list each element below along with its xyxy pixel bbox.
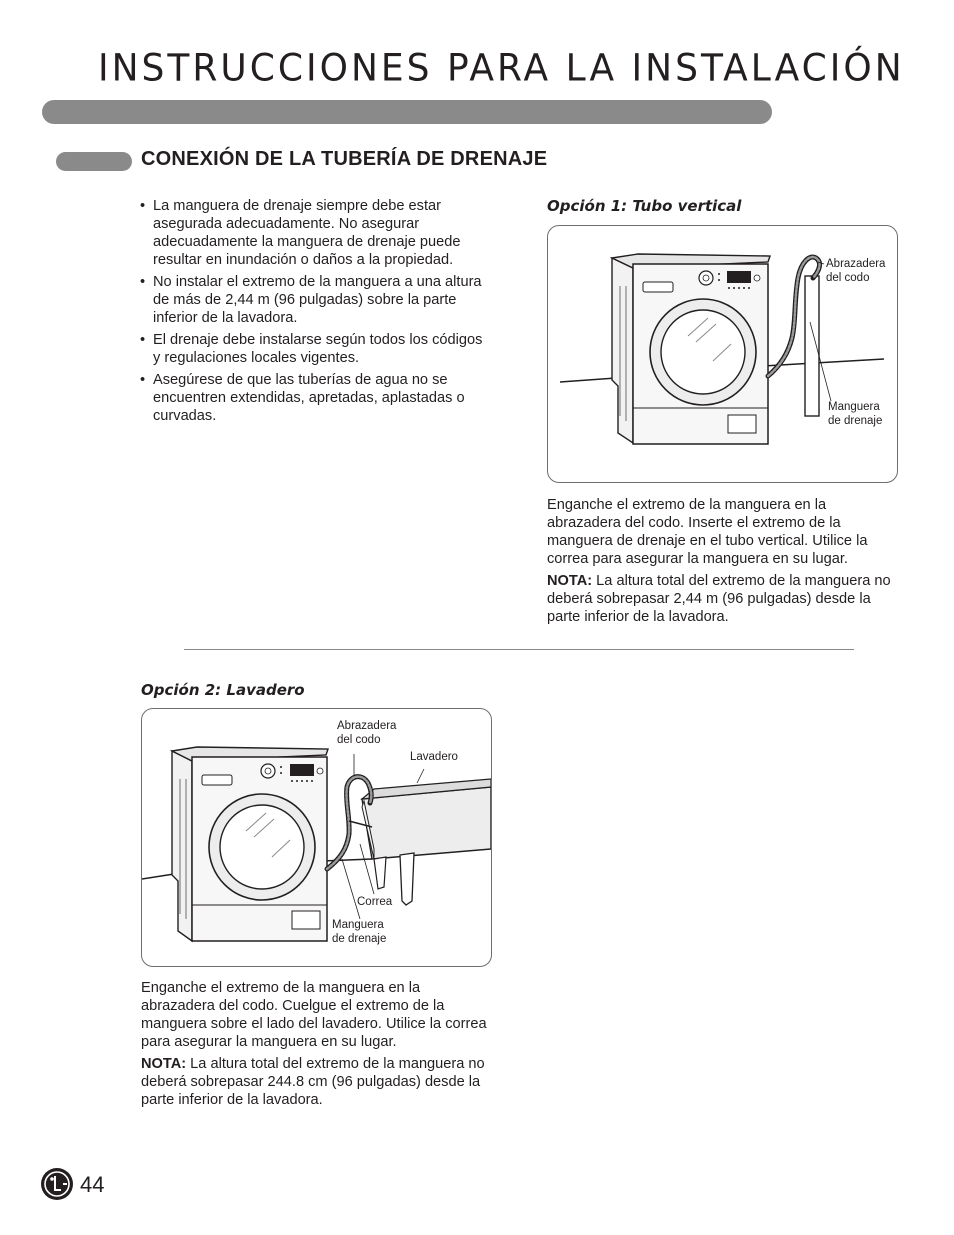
option2-heading: Opción 2: Lavadero	[141, 681, 305, 699]
note-label: NOTA:	[141, 1056, 187, 1072]
page-title: INSTRUCCIONES PARA LA INSTALACIÓN	[98, 46, 905, 91]
note-text: La altura total del extremo de la manguera no deberá sobrepasar 244.8 cm (96 pulgadas) desde la parte inferior de la lavadora.	[141, 1056, 485, 1108]
option1-heading: Opción 1: Tubo vertical	[547, 197, 742, 215]
callout-strap: Correa	[357, 896, 393, 908]
option2-figure	[141, 708, 492, 967]
section-title: CONEXIÓN DE LA TUBERÍA DE DRENAJE	[141, 148, 548, 170]
option1-note	[547, 572, 903, 626]
callout-drain-hose: Manguera de drenaje	[828, 401, 883, 427]
option2-note	[141, 1055, 497, 1109]
washer-laundry-tub-illustration	[142, 709, 491, 966]
bullet-item: • Asegúrese de que las tuberías de agua no se encuentren extendidas, apretadas, aplastadas o curvadas.	[140, 371, 490, 425]
callout-drain-hose: Manguera de drenaje	[332, 919, 387, 945]
note-text: La altura total del extremo de la manguera no deberá sobrepasar 2,44 m (96 pulgadas) desde la parte inferior de la lavadora.	[547, 573, 891, 625]
callout-clamp: Abrazadera del codo	[337, 720, 397, 746]
note-label: NOTA:	[547, 573, 593, 589]
option1-description	[547, 496, 903, 630]
lg-logo-icon	[40, 1167, 74, 1201]
bullet-item: • No instalar el extremo de la manguera a una altura de más de 2,44 m (96 pulgadas) sobre la parte inferior de la lavadora.	[140, 273, 490, 327]
bullet-item: • El drenaje debe instalarse según todos los códigos y regulaciones locales vigentes.	[140, 331, 490, 367]
option2-description	[141, 979, 497, 1113]
bullet-item: • La manguera de drenaje siempre debe estar asegurada adecuadamente. No asegurar adecuadamente la manguera de drenaje puede resultar en inundación o daños a la propiedad.	[140, 197, 490, 269]
page-number: 44	[80, 1172, 105, 1197]
option1-figure	[547, 225, 898, 483]
bullet-list	[140, 197, 490, 429]
option2-text: Enganche el extremo de la manguera en la abrazadera del codo. Cuelgue el extremo de la manguera sobre el lado del lavadero. Utilice la correa para asegurar la manguera en su lugar.	[141, 980, 487, 1050]
section-divider	[184, 649, 854, 650]
title-bar	[42, 100, 772, 124]
section-marker	[56, 152, 132, 171]
callout-laundry-tub: Lavadero	[410, 751, 458, 763]
callout-clamp: Abrazadera del codo	[826, 258, 886, 284]
option1-text: Enganche el extremo de la manguera en la abrazadera del codo. Inserte el extremo de la manguera de drenaje en el tubo vertical. Utilice la correa para asegurar la manguera en su lugar.	[547, 497, 868, 567]
